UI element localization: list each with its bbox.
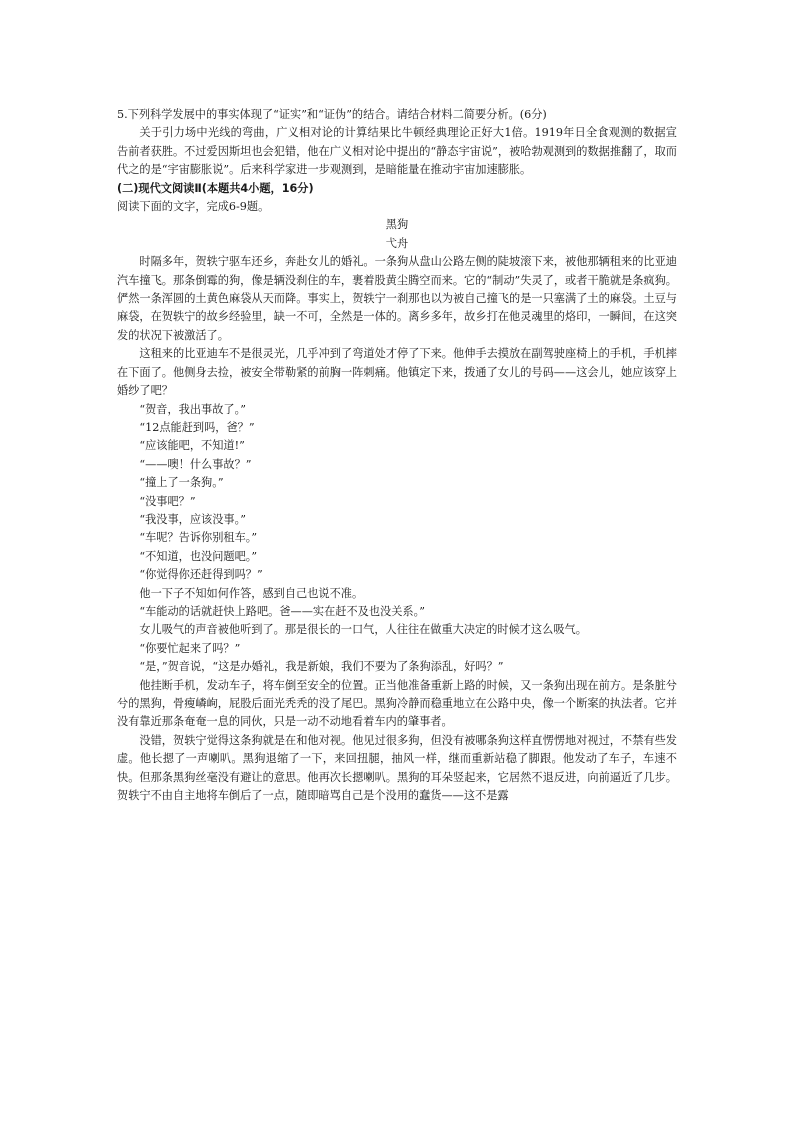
dialogue-line: “没事吧？” (139, 494, 196, 508)
dialogue-line: “撞上了一条狗。” (139, 476, 224, 490)
question-5-prompt: 5.下列科学发展中的事实体现了“证实”和“证伪”的结合。请结合材料二简要分析。(6分) (117, 108, 547, 121)
dialogue-line: “——噢！什么事故？” (139, 457, 252, 471)
dialogue-line: “车呢？告诉你别租车。” (139, 531, 258, 545)
dialogue-line: “应该能吧，不知道!” (139, 439, 245, 453)
story-title: 黑狗 (385, 218, 409, 232)
story-paragraph: 没错，贺轶宁觉得这条狗就是在和他对视。他见过很多狗，但没有被哪条狗这样直愣愣地对视过，不禁有些发虚。他长摁了一声喇叭。黑狗退缩了一下，来回扭腿，抽风一样，继而重新站稳了脚跟。他发动了车子，车速不快。但那条黑狗丝毫没有避让的意思。他再次长摁喇叭。黑狗的耳朵竖起来，它居然不退反进，向前逼近了几步。贺轶宁不由自主地将车倒后了一点，随即暗骂自己是个没用的蠢货——这不是露 (117, 733, 677, 803)
story-paragraph: 时隔多年，贺轶宁驱车还乡，奔赴女儿的婚礼。一条狗从盘山公路左侧的陡坡滚下来，被他那辆租来的比亚迪汽车撞飞。那条倒霉的狗，像是辆没刹住的车，裹着股黄尘腾空而来。它的“制动”失灵了，或者干脆就是条疯狗。俨然一条浑圆的土黄色麻袋从天而降。事实上，贺轶宁一刹那也以为被自己撞飞的是一只塞满了土的麻袋。土豆与麻袋，在贺轶宁的故乡经验里，缺一不可，全然是一体的。离乡多年，故乡打在他灵魂里的烙印，一瞬间，在这突发的状况下被激活了。 (117, 255, 677, 342)
story-author: 弋舟 (385, 236, 409, 250)
dialogue-line: 他一下子不知如何作答，感到自己也说不准。 (139, 586, 364, 600)
story-paragraph: 他挂断手机，发动车子，将车倒至安全的位置。正当他准备重新上路的时候，又一条狗出现在前方。是条脏兮兮的黑狗，骨瘦嶙峋，屁股后面光秃秃的没了尾巴。黑狗冷静而稳重地立在公路中央，像一个断案的执法者。它并没有靠近那条奄奄一息的同伙，只是一动不动地看着车内的肇事者。 (117, 678, 677, 729)
dialogue-line: 女儿吸气的声音被他听到了。那是很长的一口气，人往往在做重大决定的时候才这么吸气。 (139, 623, 587, 637)
dialogue-line: “是，”贺音说，“这是办婚礼，我是新娘，我们不要为了条狗添乱，好吗？” (139, 660, 504, 674)
dialogue-line: “12点能赶到吗，爸？” (139, 420, 255, 434)
section-title: (二)现代文阅读Ⅱ(本题共4小题，16分) (117, 181, 314, 195)
dialogue-line: “不知道，也没问题吧。” (139, 549, 258, 563)
dialogue-line: “你觉得你还赶得到吗？” (139, 568, 263, 582)
exam-page (117, 106, 677, 805)
dialogue-line: “你要忙起来了吗？” (139, 641, 241, 655)
dialogue-line: “贺音，我出事故了。” (139, 402, 246, 416)
dialogue-line: “车能动的话就赶快上路吧。爸——实在赶不及也没关系。” (139, 604, 425, 618)
dialogue-line: “我没事，应该没事。” (139, 512, 246, 526)
question-5-passage: 关于引力场中光线的弯曲，广义相对论的计算结果比牛顿经典理论正好大1倍。1919年日全食观测的数据宣告前者获胜。不过爱因斯坦也会犯错，他在广义相对论中提出的“静态宇宙说”，被哈勃观测到的数据推翻了，取而代之的是“宇宙膨胀说”。后来科学家进一步观测到，是暗能量在推动宇宙加速膨胀。 (117, 126, 677, 177)
story-paragraph: 这租来的比亚迪车不是很灵光，几乎冲到了弯道处才停了下来。他伸手去摸放在副驾驶座椅上的手机，手机摔在下面了。他侧身去捡，被安全带勒紧的前胸一阵刺痛。他镇定下来，拨通了女儿的号码——这会儿，她应该穿上婚纱了吧？ (117, 347, 677, 398)
section-instruction: 阅读下面的文字，完成6-9题。 (117, 200, 270, 214)
